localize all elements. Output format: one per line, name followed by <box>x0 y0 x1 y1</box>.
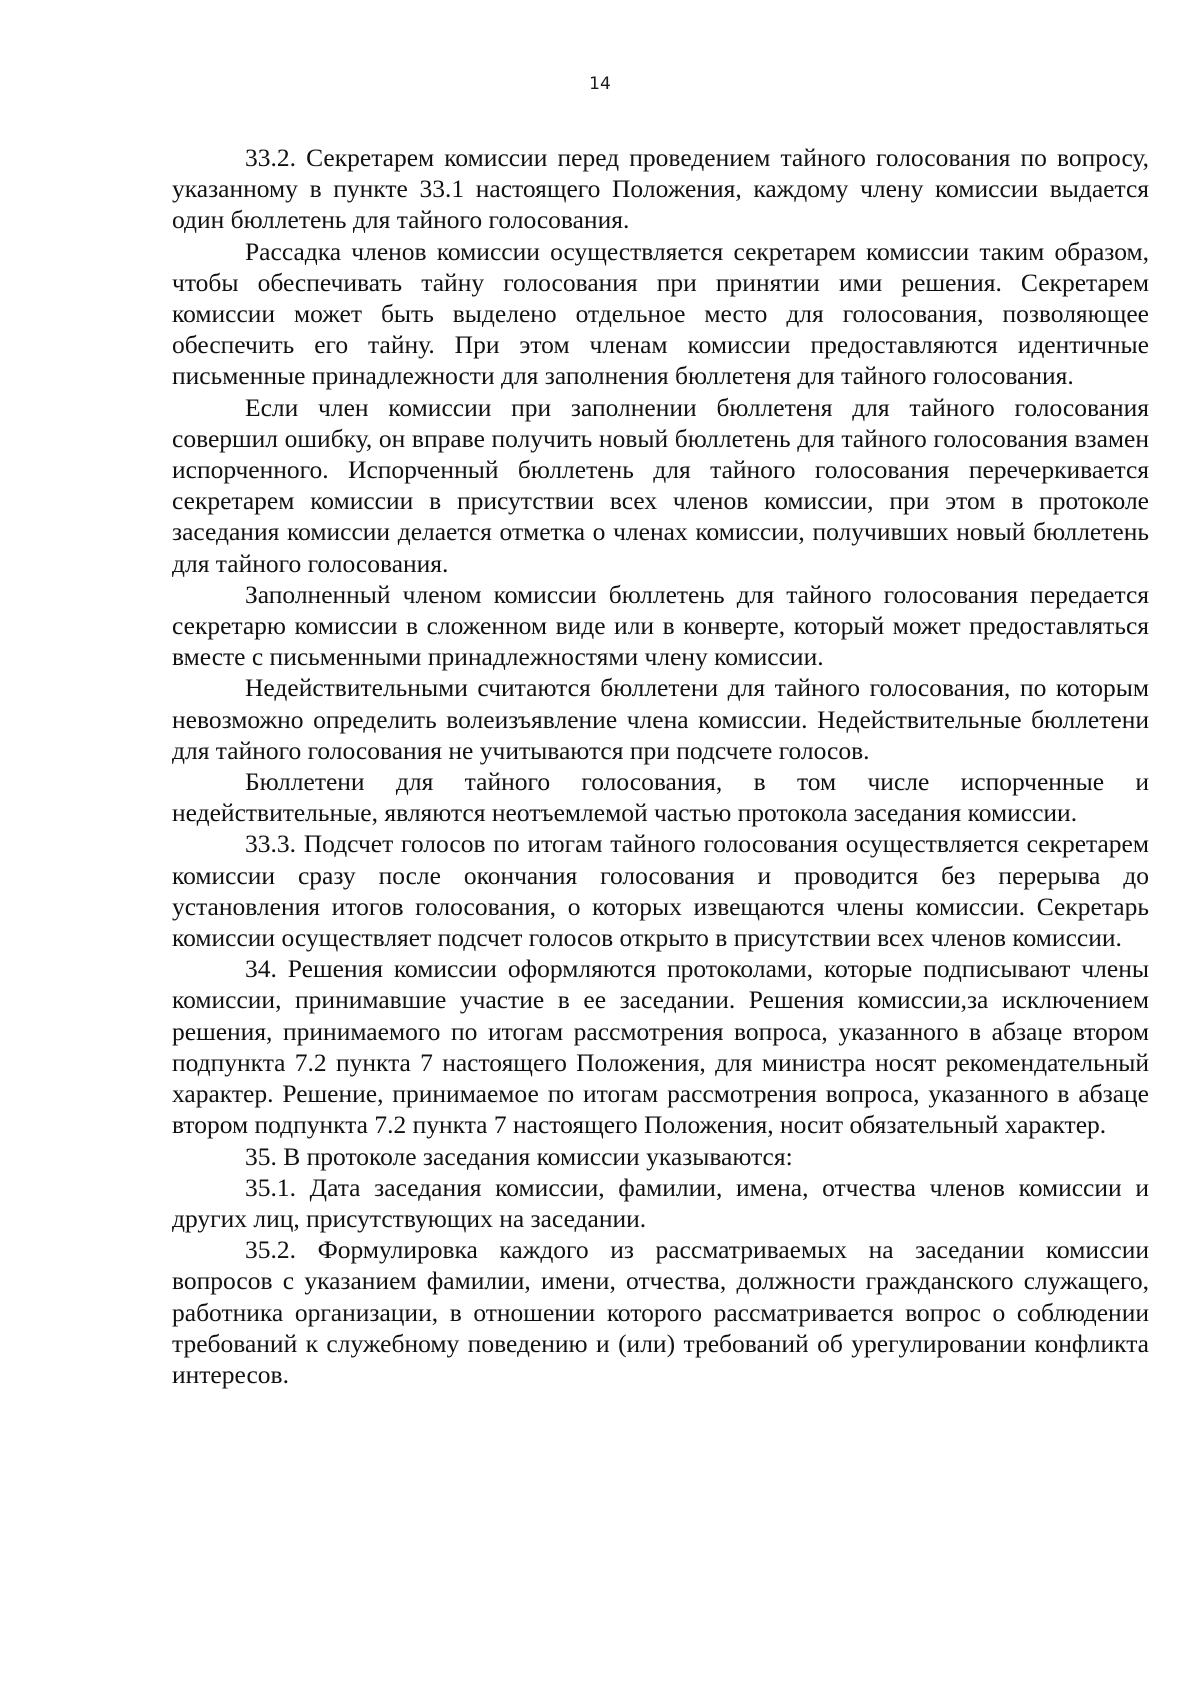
paragraph-filled-ballot: Заполненный членом комиссии бюллетень для тайного голосования передается секретарю комиссии в сложенном виде или в конверте, который может предоставляться вместе с письменными принадлежностями члену комиссии. <box>172 579 1149 672</box>
paragraph-ballots-part-of-protocol: Бюллетени для тайного голосования, в том числе испорченные и недействительные, являются неотъемлемой частью протокола заседания комиссии. <box>172 767 1149 828</box>
paragraph-33-3: 33.3. Подсчет голосов по итогам тайного голосования осуществляется секретарем комиссии сразу после окончания голосования и проводится без перерыва до установления итогов голосования, о которых извещаются члены комиссии. Секретарь комиссии осуществляет подсчет голосов открыто в присутствии всех членов комиссии. <box>172 829 1149 953</box>
paragraph-invalid-ballots: Недействительными считаются бюллетени для тайного голосования, по которым невозможно определить волеизъявление члена комиссии. Недействительные бюллетени для тайного голосования не учитываются при подсчете голосов. <box>172 673 1149 765</box>
page-number: 14 <box>589 74 611 94</box>
paragraph-34: 34. Решения комиссии оформляются протоколами, которые подписывают члены комиссии, принимавшие участие в ее заседании. Решения комиссии,за исключением решения, принимаемого по итогам рассмотрения вопроса, указанного в абзаце втором подпункта 7.2 пункта 7 настоящего Положения, для министра носят рекомендательный характер. Решение, принимаемое по итогам рассмотрения вопроса, указанного в абзаце втором подпункта 7.2 пункта 7 настоящего Положения, носит обязательный характер. <box>172 954 1149 1140</box>
paragraph-35-2: 35.2. Формулировка каждого из рассматриваемых на заседании комиссии вопросов с указанием фамилии, имени, отчества, должности гражданского служащего, работника организации, в отношении которого рассматривается вопрос о соблюдении требований к служебному поведению и (или) требований об урегулировании конфликта интересов. <box>172 1235 1149 1389</box>
paragraph-35-1: 35.1. Дата заседания комиссии, фамилии, имена, отчества членов комиссии и других лиц, присутствующих на заседании. <box>172 1172 1149 1233</box>
paragraph-seating: Рассадка членов комиссии осуществляется секретарем комиссии таким образом, чтобы обеспечивать тайну голосования при принятии ими решения. Секретарем комиссии может быть выделено отдельное место для голосования, позволяющее обеспечить его тайну. При этом членам комиссии предоставляются идентичные письменные принадлежности для заполнения бюллетеня для тайного голосования. <box>172 236 1149 391</box>
paragraph-33-2: 33.2. Секретарем комиссии перед проведением тайного голосования по вопросу, указанному в пункте 33.1 настоящего Положения, каждому члену комиссии выдается один бюллетень для тайного голосования. <box>172 143 1149 235</box>
paragraph-35: 35. В протоколе заседания комиссии указываются: <box>245 1141 793 1171</box>
paragraph-spoiled-ballot: Если член комиссии при заполнении бюллетеня для тайного голосования совершил ошибку, он вправе получить новый бюллетень для тайного голосования взамен испорченного. Испорченный бюллетень для тайного голосования перечеркивается секретарем комиссии в присутствии всех членов комиссии, при этом в протоколе заседания комиссии делается отметка о членах комиссии, получивших новый бюллетень для тайного голосования. <box>172 392 1149 578</box>
document-body <box>172 142 1149 1390</box>
